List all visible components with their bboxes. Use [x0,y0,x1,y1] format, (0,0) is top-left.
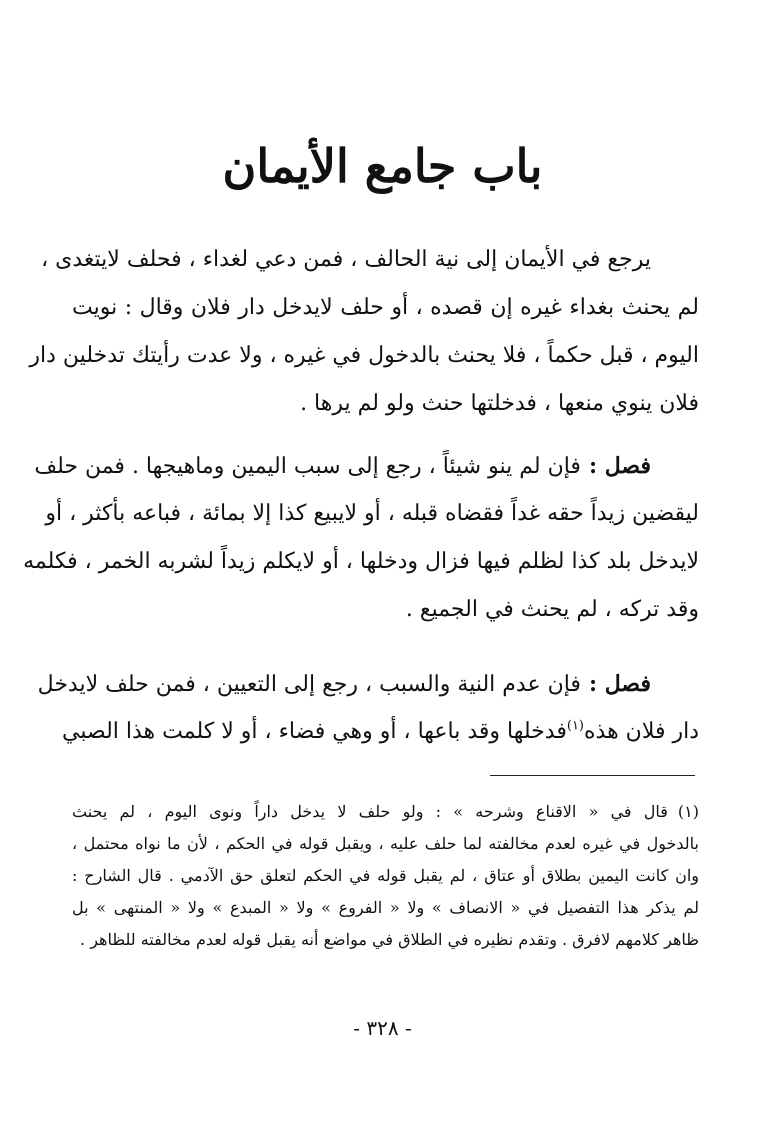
footnote-line [72,796,699,828]
paragraph-3 [37,660,699,756]
text-span: فإن عدم النية والسبب ، رجع إلى التعيين ، فمن حلف لايدخل [37,672,581,697]
text-line: ليقضين زيداً حقه غداً فقضاه قبله ، أو لايبيع كذا إلا بمائة ، فباعه بأكثر ، أو [45,501,699,526]
footnote-line: وان كانت اليمين بطلاق أو عتاق ، لم يقبل قوله في الحكم لتعلق حق الآدمي . قال الشارح : [72,866,699,885]
page-number: - ٣٢٨ - [353,1016,412,1040]
footnote-separator [490,775,695,776]
section-heading: فصل : [588,671,651,697]
section-heading: فصل : [588,453,651,479]
text-line: فلان ينوي منعها ، فدخلتها حنث ولو لم يرها . [300,391,699,416]
footnote-line: لم يذكر هذا التفصيل في « الانصاف » ولا « الفروع » ولا « المبدع » ولا « المنتهى » بل [72,898,699,917]
footnote-number: (١) [677,802,699,821]
text-line: لم يحنث بغداء غيره إن قصده ، أو حلف لايدخل دار فلان وقال : نويت [72,295,699,320]
text-span: فدخلها وقد باعها ، أو وهي فضاء ، أو لا كلمت هذا الصبي [62,719,567,744]
paragraph-1 [29,236,699,428]
chapter-title: باب جامع الأيمان [222,139,543,193]
text-span: قال في « الاقناع وشرحه » : ولو حلف لا يدخل داراً ونوى اليوم ، لم يحنث [72,802,668,821]
footnote-line: بالدخول في غيره لعدم مخالفته لما حلف عليه ، ويقبل قوله في الحكم ، لأن ما نواه محتمل ، [72,834,699,853]
paragraph-2 [23,442,699,634]
text-line [62,708,699,756]
text-line: اليوم ، قبل حكماً ، فلا يحنث بالدخول في غيره ، ولا عدت رأيتك تدخلين دار [29,343,699,368]
text-span: دار فلان هذه [584,719,699,744]
footnote-line: ظاهر كلامهم لافرق . وتقدم نظيره في الطلاق في مواضع أنه يقبل قوله لعدم مخالفته للظاهر . [80,930,699,949]
text-line [37,660,699,708]
text-line: لايدخل بلد كذا لظلم فيها فزال ودخلها ، أو لايكلم زيداً لشربه الخمر ، فكلمه [23,549,699,574]
footnote-ref: (١) [566,718,584,734]
text-span: فإن لم ينو شيئاً ، رجع إلى سبب اليمين وماهيجها . فمن حلف [34,454,581,479]
text-line: يرجع في الأيمان إلى نية الحالف ، فمن دعي لغداء ، فحلف لايتغدى ، [41,247,651,272]
text-line [34,442,699,490]
text-line: وقد تركه ، لم يحنث في الجميع . [405,597,699,622]
footnote [72,796,699,956]
